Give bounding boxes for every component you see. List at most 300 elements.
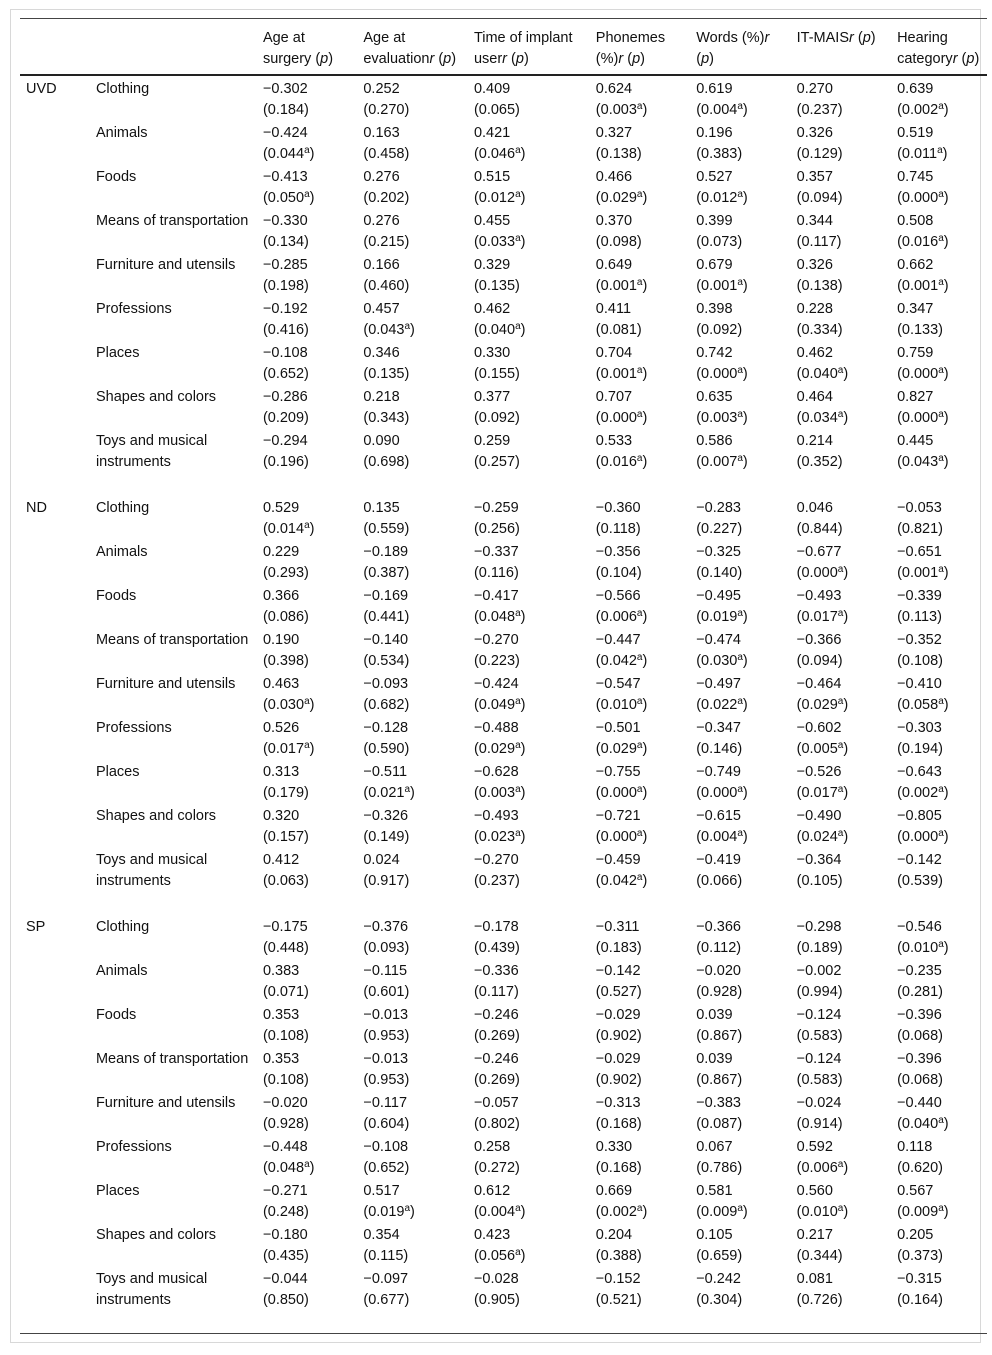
value-cell [357,1004,468,1048]
r-value: −0.029 [595,1007,641,1023]
p-value: (0.092) [696,322,743,338]
value-cell [257,430,357,495]
p-value: (0.928) [262,1116,309,1132]
value-cell [257,629,357,673]
value-cell [791,1136,891,1180]
p-value: (0.058$^a$) [897,696,949,713]
p-value: (0.601) [363,984,410,1000]
p-value: (0.905) [473,1292,520,1308]
p-value: (0.183) [595,940,642,956]
group-label [20,166,90,210]
value-cell [891,254,987,298]
r-value: −0.396 [897,1051,942,1067]
p-value: (0.040$^a$) [473,321,526,338]
group-label [20,717,90,761]
p-value: (0.000$^a$) [897,365,949,382]
p-value: (0.048$^a$) [262,1159,315,1176]
r-value: 0.046 [796,500,833,516]
value-cell [891,386,987,430]
value-cell [791,342,891,386]
r-value: −0.546 [897,919,942,935]
r-value: −0.495 [696,588,741,604]
r-value: −0.270 [473,852,519,868]
r-value: 0.259 [473,433,511,449]
value-cell [690,298,790,342]
value-cell [590,1092,690,1136]
p-value: (0.029$^a$) [473,740,526,757]
table-row [20,495,987,541]
value-cell [690,1092,790,1136]
p-value: (0.000$^a$) [897,189,949,206]
p-value: (0.398) [262,653,309,669]
value-cell [791,210,891,254]
value-cell [257,717,357,761]
value-cell [468,1268,590,1333]
r-value: −0.347 [696,720,741,736]
value-cell [357,495,468,541]
p-value: (0.001$^a$) [595,277,648,294]
r-value: 0.067 [696,1139,733,1155]
p-value: (0.029$^a$) [595,189,648,206]
significance-mark: a [837,1203,844,1214]
value-cell [891,495,987,541]
p-value: (0.590) [363,741,410,757]
r-value: 0.421 [473,125,511,141]
significance-mark: a [636,872,643,883]
value-cell [791,298,891,342]
r-value: 0.679 [696,257,733,273]
group-label [20,849,90,914]
value-cell [891,342,987,386]
p-value: (0.867) [696,1072,743,1088]
value-cell [590,298,690,342]
p-value: (0.652) [363,1160,410,1176]
group-label: UVD [26,81,57,97]
significance-mark: a [304,189,310,200]
value-cell [791,541,891,585]
significance-mark: a [636,453,643,464]
value-cell [690,386,790,430]
value-cell [891,914,987,960]
group-label [20,1004,90,1048]
value-cell [791,1048,891,1092]
significance-mark: a [304,1159,310,1170]
value-cell [891,849,987,914]
p-value: (0.223) [473,653,520,669]
p-value: (0.237) [473,873,520,889]
p-value: (0.698) [363,454,410,470]
value-cell [257,1224,357,1268]
r-value: 0.669 [595,1183,633,1199]
value-cell [468,1136,590,1180]
significance-mark: a [515,1247,521,1258]
r-value: 0.581 [696,1183,733,1199]
significance-mark: a [938,564,944,575]
table-row [20,541,987,585]
p-value: (0.092) [473,410,520,426]
value-cell [257,254,357,298]
r-value: −0.366 [796,632,842,648]
significance-mark: a [938,365,944,376]
value-cell [891,1136,987,1180]
value-cell [257,849,357,914]
category-label: Shapes and colors [95,808,217,824]
r-value: −0.493 [796,588,842,604]
value-cell [690,210,790,254]
table-row [20,430,987,495]
value-cell [468,430,590,495]
header-age-at-surgery: Age at surgery (p) [262,30,334,67]
value-cell [357,849,468,914]
significance-mark: a [737,828,743,839]
value-cell [590,495,690,541]
group-label [20,298,90,342]
significance-mark: a [837,696,844,707]
p-value: (0.458) [363,146,410,162]
p-value: (0.383) [696,146,743,162]
value-cell [690,122,790,166]
value-cell [357,761,468,805]
r-value: 0.353 [262,1007,300,1023]
value-cell [791,1180,891,1224]
r-value: 0.313 [262,764,300,780]
value-cell [257,298,357,342]
value-cell [357,1092,468,1136]
r-value: −0.413 [262,169,308,185]
value-cell [590,342,690,386]
p-value: (0.017$^a$) [262,740,315,757]
value-cell [357,386,468,430]
p-value: (0.001$^a$) [595,365,648,382]
r-value: −0.490 [796,808,842,824]
r-value: −0.108 [363,1139,409,1155]
r-value: −0.628 [473,764,519,780]
value-cell [791,122,891,166]
p-value: (0.048$^a$) [473,608,526,625]
value-cell [257,166,357,210]
value-cell [690,430,790,495]
value-cell [690,1224,790,1268]
value-cell [257,342,357,386]
p-value: (0.677) [363,1292,410,1308]
r-value: 0.612 [473,1183,511,1199]
table-row [20,849,987,914]
r-value: 0.135 [363,500,400,516]
r-value: −0.447 [595,632,641,648]
p-value: (0.046$^a$) [473,145,526,162]
p-value: (0.786) [696,1160,743,1176]
r-value: −0.259 [473,500,519,516]
p-value: (0.043$^a$) [363,321,415,338]
value-cell [891,717,987,761]
p-value: (0.168) [595,1116,642,1132]
category-label: Means of transportation [95,1051,249,1067]
header-row [20,19,987,76]
p-value: (0.007$^a$) [696,453,748,470]
r-value: −0.488 [473,720,519,736]
table-row [20,1048,987,1092]
p-value: (0.133) [897,322,944,338]
group-label [20,585,90,629]
r-value: −0.336 [473,963,519,979]
group-label [20,386,90,430]
value-cell [690,75,790,122]
value-cell [791,849,891,914]
r-value: 0.398 [696,301,733,317]
p-value: (0.113) [897,609,942,625]
value-cell [590,849,690,914]
p-value: (0.118) [595,521,641,537]
p-value: (0.098) [595,234,642,250]
p-value: (0.022$^a$) [696,696,748,713]
value-cell [357,122,468,166]
value-cell [791,1224,891,1268]
value-cell [891,298,987,342]
p-value: (0.149) [363,829,410,845]
table-row [20,386,987,430]
p-value: (0.010$^a$) [897,939,949,956]
r-value: −0.501 [595,720,641,736]
value-cell [791,1268,891,1333]
p-value: (0.108) [262,1028,309,1044]
significance-mark: a [837,1159,844,1170]
value-cell [468,1048,590,1092]
value-cell [891,673,987,717]
p-value: (0.000$^a$) [897,409,949,426]
category-label: Furniture and utensils [95,257,236,273]
p-value: (0.030$^a$) [696,652,748,669]
value-cell [257,1004,357,1048]
value-cell [891,166,987,210]
significance-mark: a [636,740,643,751]
group-label: SP [26,919,46,935]
r-value: 0.105 [696,1227,733,1243]
table-row [20,761,987,805]
p-value: (0.439) [473,940,520,956]
r-value: −0.044 [262,1271,308,1287]
p-value: (0.004$^a$) [696,828,748,845]
value-cell [468,210,590,254]
p-value: (0.198) [262,278,309,294]
r-value: 0.344 [796,213,833,229]
r-value: −0.303 [897,720,942,736]
value-cell [690,914,790,960]
r-value: −0.511 [363,764,408,780]
value-cell [257,495,357,541]
p-value: (0.527) [595,984,642,1000]
r-value: −0.721 [595,808,641,824]
significance-mark: a [515,233,521,244]
p-value: (0.115) [363,1248,409,1264]
r-value: 0.399 [696,213,733,229]
value-cell [690,960,790,1004]
significance-mark: a [404,784,411,795]
r-value: 0.190 [262,632,300,648]
r-value: 0.827 [897,389,934,405]
category-label: Places [95,345,140,361]
p-value: (0.435) [262,1248,309,1264]
value-cell [891,1004,987,1048]
r-value: 0.742 [696,345,733,361]
r-value: −0.677 [796,544,842,560]
table-row [20,629,987,673]
value-cell [468,254,590,298]
r-value: 0.517 [363,1183,400,1199]
p-value: (0.117) [473,984,519,1000]
r-value: −0.286 [262,389,308,405]
value-cell [357,805,468,849]
significance-mark: a [636,189,643,200]
r-value: −0.029 [595,1051,641,1067]
r-value: −0.093 [363,676,409,692]
significance-mark: a [938,101,944,112]
p-value: (0.071) [262,984,309,1000]
group-label [20,1180,90,1224]
r-value: −0.464 [796,676,842,692]
table-row [20,166,987,210]
significance-mark: a [636,409,643,420]
group-label [20,254,90,298]
r-value: −0.755 [595,764,641,780]
value-cell [791,717,891,761]
p-value: (0.068) [897,1028,944,1044]
group-label [20,629,90,673]
r-value: −0.325 [696,544,741,560]
r-value: −0.013 [363,1007,409,1023]
header-group [20,19,90,76]
p-value: (0.620) [897,1160,944,1176]
value-cell [468,717,590,761]
significance-mark: a [938,784,944,795]
value-cell [468,761,590,805]
p-value: (0.094) [796,653,843,669]
p-value: (0.006$^a$) [595,608,648,625]
r-value: −0.311 [595,919,640,935]
p-value: (0.994) [796,984,843,1000]
significance-mark: a [515,608,521,619]
r-value: −0.749 [696,764,741,780]
value-cell [891,541,987,585]
value-cell [690,1004,790,1048]
p-value: (0.029$^a$) [796,696,849,713]
r-value: −0.285 [262,257,308,273]
p-value: (0.269) [473,1028,520,1044]
category-label: Places [95,1183,140,1199]
value-cell [590,254,690,298]
value-cell [791,495,891,541]
p-value: (0.802) [473,1116,520,1132]
r-value: 0.081 [796,1271,833,1287]
group-label [20,1268,90,1333]
r-value: 0.515 [473,169,511,185]
r-value: −0.339 [897,588,942,604]
value-cell [468,298,590,342]
value-cell [468,673,590,717]
p-value: (0.001$^a$) [897,277,949,294]
p-value: (0.063) [262,873,309,889]
category-label: Professions [95,301,172,317]
r-value: 0.759 [897,345,934,361]
r-value: −0.271 [262,1183,308,1199]
value-cell [468,1180,590,1224]
category-label: Places [95,764,140,780]
r-value: −0.002 [796,963,842,979]
significance-mark: a [938,233,944,244]
r-value: −0.108 [262,345,308,361]
group-label [20,122,90,166]
r-value: −0.448 [262,1139,308,1155]
value-cell [357,1268,468,1333]
value-cell [791,386,891,430]
value-cell [468,75,590,122]
value-cell [357,914,468,960]
significance-mark: a [515,740,521,751]
p-value: (0.140) [696,565,743,581]
p-value: (0.000$^a$) [595,828,648,845]
r-value: 0.527 [696,169,733,185]
p-value: (0.000$^a$) [595,784,648,801]
r-value: −0.313 [595,1095,641,1111]
p-value: (0.012$^a$) [473,189,526,206]
value-cell [590,1048,690,1092]
p-value: (0.000$^a$) [696,784,748,801]
value-cell [690,673,790,717]
p-value: (0.373) [897,1248,944,1264]
r-value: 0.330 [595,1139,633,1155]
value-cell [357,1224,468,1268]
r-value: −0.178 [473,919,519,935]
p-value: (0.019$^a$) [363,1203,415,1220]
value-cell [690,1136,790,1180]
header-words: Words (%)r (p) [696,30,770,67]
r-value: −0.383 [696,1095,741,1111]
p-value: (0.016$^a$) [897,233,949,250]
value-cell [891,805,987,849]
r-value: −0.013 [363,1051,409,1067]
significance-mark: a [515,1203,521,1214]
p-value: (0.003$^a$) [696,409,748,426]
category-label: Animals [95,125,148,141]
value-cell [257,1048,357,1092]
category-label: Toys and musical instruments [95,852,208,889]
r-value: 0.024 [363,852,400,868]
p-value: (0.003$^a$) [595,101,648,118]
p-value: (0.135) [473,278,520,294]
value-cell [690,1180,790,1224]
r-value: −0.360 [595,500,641,516]
p-value: (0.352) [796,454,843,470]
value-cell [468,1224,590,1268]
value-cell [590,960,690,1004]
r-value: −0.028 [473,1271,519,1287]
table-row [20,1004,987,1048]
table-row [20,1092,987,1136]
p-value: (0.066) [696,873,743,889]
value-cell [690,166,790,210]
table-frame [10,9,981,1343]
r-value: −0.376 [363,919,409,935]
r-value: −0.615 [696,808,741,824]
value-cell [357,210,468,254]
significance-mark: a [636,652,643,663]
value-cell [590,386,690,430]
r-value: −0.117 [363,1095,408,1111]
p-value: (0.917) [363,873,410,889]
significance-mark: a [515,189,521,200]
group-label [20,1092,90,1136]
p-value: (0.659) [696,1248,743,1264]
r-value: 0.354 [363,1227,400,1243]
